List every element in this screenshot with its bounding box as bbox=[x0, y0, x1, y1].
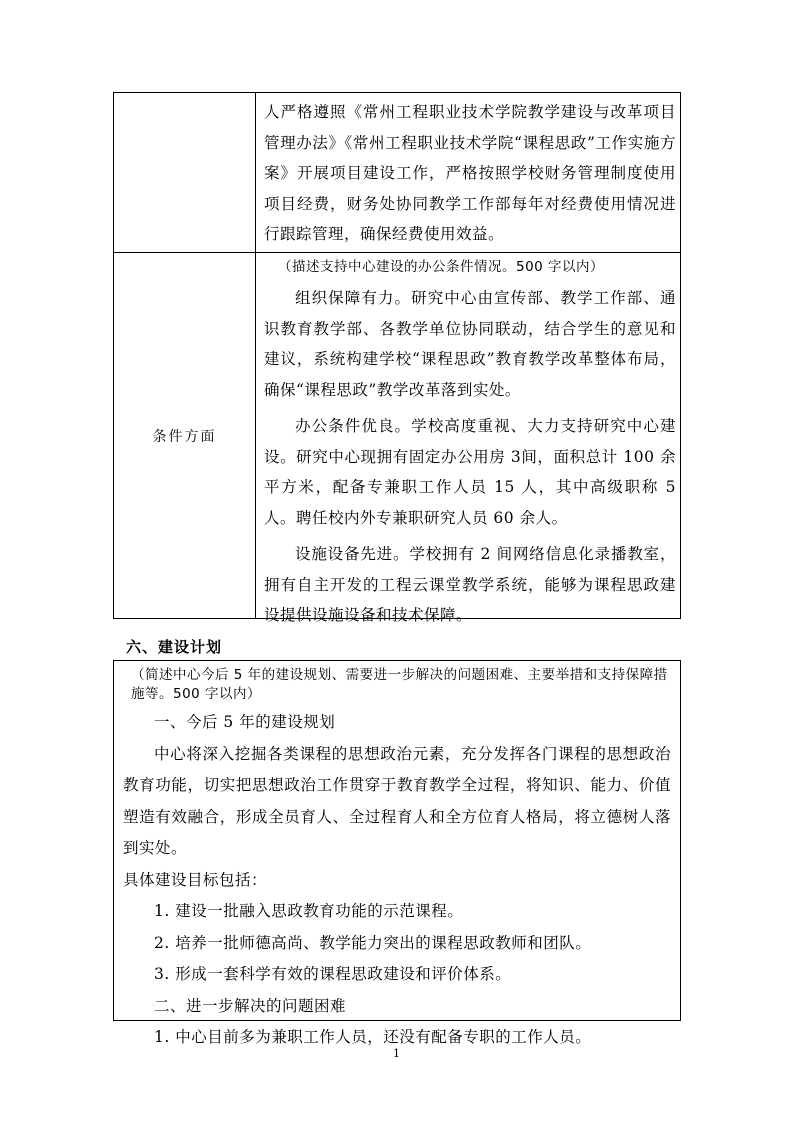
conditions-hint: （描述支持中心建设的办公条件情况。500 字以内） bbox=[278, 259, 605, 275]
fund-management-cell bbox=[264, 97, 676, 250]
goal-item: 1. 建设一批融入思政教育功能的示范课程。 bbox=[154, 902, 464, 920]
plan-hint: （简述中心今后 5 年的建设规划、需要进一步解决的问题困难、主要举措和支持保障措施等。500 字以内） bbox=[131, 667, 668, 702]
conditions-paragraph: 办公条件优良。学校高度重视、大力支持研究中心建设。研究中心现拥有固定办公用房 3间，面积总计 100 余平方米，配备专兼职工作人员 15 人，其中高级职称 5 人。聘任校内外专兼职研究人员 60 余人。 bbox=[264, 417, 676, 527]
plan-subheading: 一、今后 5 年的建设规划 bbox=[154, 713, 336, 731]
conditions-label: 条件方面 bbox=[152, 429, 217, 445]
plan-paragraph-tail: 具体建设目标包括： bbox=[123, 870, 268, 889]
goal-item: 3. 形成一套科学有效的课程思政建设和评价体系。 bbox=[154, 965, 512, 983]
plan-subheading: 二、进一步解决的问题困难 bbox=[154, 996, 347, 1015]
conditions-paragraph: 组织保障有力。研究中心由宣传部、教学工作部、通识教育教学部、各教学单位协同联动，结合学生的意见和建议，系统构建学校“课程思政”教育教学改革整体布局，确保“课程思政”教学改革落到实处。 bbox=[264, 289, 676, 399]
section-title: 六、建设计划 bbox=[126, 638, 223, 656]
goal-item: 2. 培养一批师德高尚、教学能力突出的课程思政教师和团队。 bbox=[154, 933, 592, 952]
conditions-paragraph: 设施设备先进。学校拥有 2 间网络信息化录播教室，拥有自主开发的工程云课堂教学系统，能够为课程思政建设提供设施设备和技术保障。 bbox=[264, 545, 676, 624]
conditions-table bbox=[113, 92, 681, 624]
fund-management-text: 人严格遵照《常州工程职业技术学院教学建设与改革项目管理办法》《常州工程职业技术学院“课程思政”工作实施方案》开展项目建设工作，严格按照学校财务管理制度使用项目经费，财务处协同教学工作部每年对经费使用情况进行跟踪管理，确保经费使用效益。 bbox=[264, 103, 676, 243]
table-column-divider bbox=[255, 93, 256, 618]
plan-paragraph: 中心将深入挖掘各类课程的思想政治元素，充分发挥各门课程的思想政治教育功能，切实把思想政治工作贯穿于教育教学全过程，将知识、能力、价值塑造有效融合，形成全员育人、全过程育人和全方位育人格局，将立德树人落到实处。 bbox=[123, 744, 671, 857]
construction-plan-box bbox=[113, 660, 681, 1046]
conditions-label-cell bbox=[114, 253, 255, 619]
problem-item: 1. 中心目前多为兼职工作人员，还没有配备专职的工作人员。 bbox=[154, 1028, 592, 1046]
page-number: 1 bbox=[393, 1047, 400, 1060]
conditions-content-cell bbox=[264, 258, 676, 631]
